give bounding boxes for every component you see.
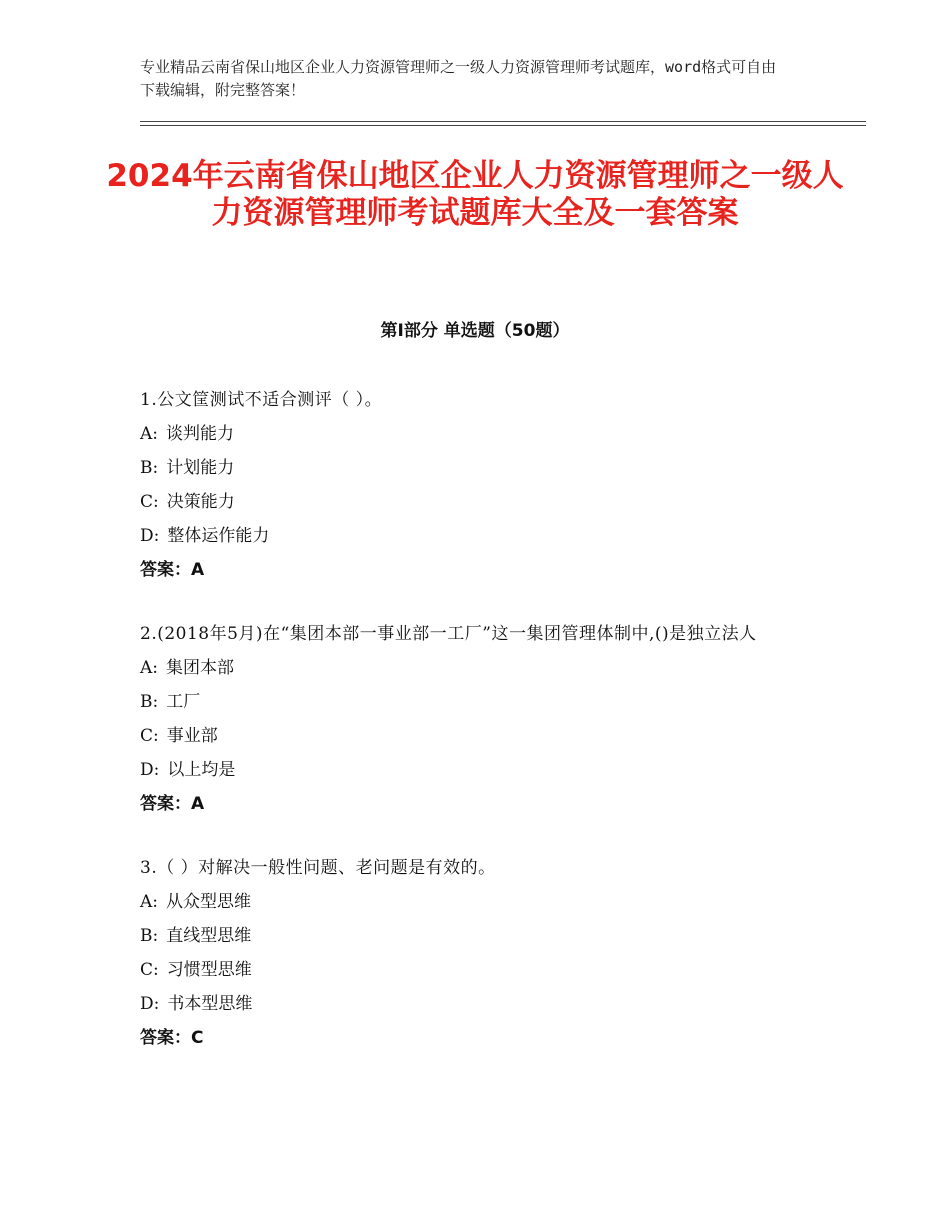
option-text: 集团本部 — [166, 658, 235, 678]
answer-label: 答案：A — [140, 794, 205, 814]
option-d — [140, 753, 830, 787]
option-key: C: — [140, 492, 159, 512]
option-key: A: — [140, 658, 159, 678]
header-note: 专业精品云南省保山地区企业人力资源管理师之一级人力资源管理师考试题库，word格式可自由下载编辑，附完整答案！ — [140, 58, 777, 99]
option-key: D: — [140, 526, 160, 546]
option-c — [140, 953, 830, 987]
option-key: D: — [140, 760, 160, 780]
option-d — [140, 519, 830, 553]
question-stem: 2.(2018年5月)在“集团本部一事业部一工厂”这一集团管理体制中,()是独立法人 — [140, 624, 757, 644]
option-key: A: — [140, 424, 159, 444]
option-text: 直线型思维 — [166, 926, 252, 946]
option-b — [140, 685, 830, 719]
option-text: 整体运作能力 — [167, 526, 270, 546]
document-title: 2024年云南省保山地区企业人力资源管理师之一级人力资源管理师考试题库大全及一套答案 — [106, 158, 844, 231]
option-key: A: — [140, 892, 159, 912]
option-d — [140, 987, 830, 1021]
option-key: B: — [140, 926, 159, 946]
answer-label: 答案：C — [140, 1028, 204, 1048]
option-text: 谈判能力 — [166, 424, 235, 444]
option-text: 工厂 — [166, 692, 201, 712]
option-text: 从众型思维 — [166, 892, 252, 912]
option-a — [140, 651, 830, 685]
question-stem: 1.公文筐测试不适合测评（ ）。 — [140, 390, 383, 410]
header-divider — [140, 121, 866, 126]
option-c — [140, 485, 830, 519]
option-key: C: — [140, 726, 159, 746]
question-list — [140, 383, 830, 1085]
option-a — [140, 885, 830, 919]
option-c — [140, 719, 830, 753]
option-key: B: — [140, 692, 159, 712]
option-text: 决策能力 — [166, 492, 235, 512]
option-key: B: — [140, 458, 159, 478]
question-2 — [140, 617, 830, 821]
option-text: 计划能力 — [166, 458, 235, 478]
section-heading: 第Ⅰ部分 单选题（50题） — [380, 321, 570, 341]
question-stem: 3.（ ）对解决一般性问题、老问题是有效的。 — [140, 858, 496, 878]
option-a — [140, 417, 830, 451]
option-b — [140, 451, 830, 485]
option-text: 以上均是 — [167, 760, 236, 780]
option-key: D: — [140, 994, 160, 1014]
option-b — [140, 919, 830, 953]
question-3 — [140, 851, 830, 1055]
option-text: 习惯型思维 — [166, 960, 252, 980]
option-text: 书本型思维 — [167, 994, 253, 1014]
option-text: 事业部 — [166, 726, 218, 746]
option-key: C: — [140, 960, 159, 980]
question-1 — [140, 383, 830, 587]
answer-label: 答案：A — [140, 560, 205, 580]
